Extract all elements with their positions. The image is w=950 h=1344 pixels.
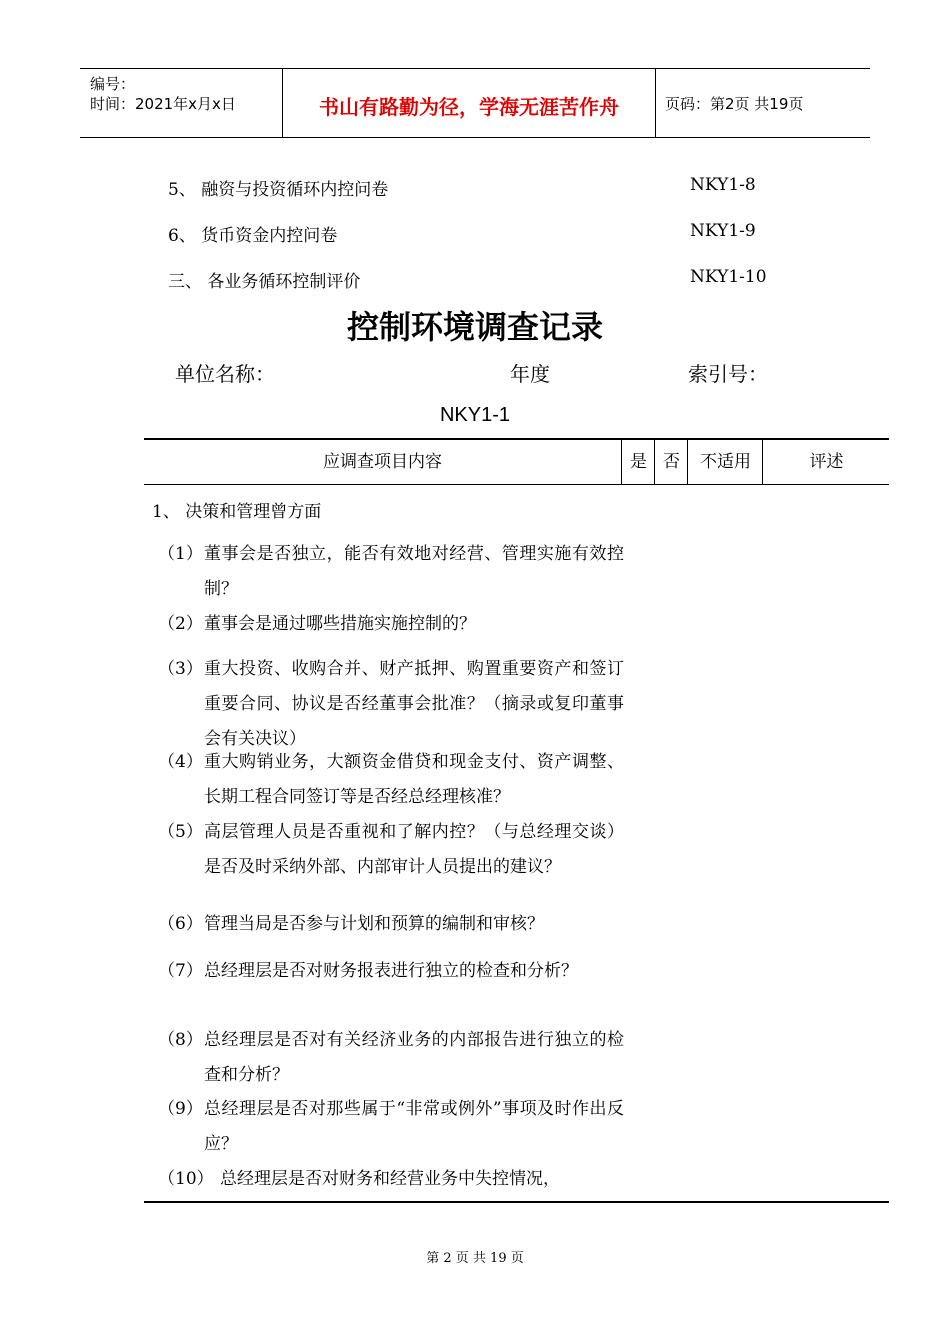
column-header-no: 否 [654, 440, 688, 484]
item-text: 总经理层是否对财务和经营业务中失控情况， [220, 1169, 560, 1189]
toc-item-code: NKY1-9 [690, 221, 756, 241]
item-number: （4） [158, 752, 203, 772]
motto: 书山有路勤为径，学海无涯苦作舟 [319, 95, 619, 119]
item-number: （9） [158, 1099, 203, 1119]
page-info: 页码：第2页 共19页 [665, 95, 804, 113]
column-header-comment: 评述 [762, 440, 890, 484]
page-title: 控制环境调查记录 [346, 308, 603, 346]
column-header-yes: 是 [621, 440, 655, 484]
index-code: NKY1-1 [439, 404, 511, 426]
index-number-label: 索引号： [688, 362, 768, 386]
item-text: 董事会是通过哪些措施实施控制的？ [204, 614, 476, 634]
item-text: 重大购销业务，大额资金借贷和现金支付、资产调整、长期工程合同签订等是否经总经理核准？ [204, 752, 624, 807]
item-text: 高层管理人员是否重视和了解内控？（与总经理交谈）是否及时采纳外部、内部审计人员提出的建议？ [204, 822, 624, 877]
item-text: 总经理层是否对财务报表进行独立的检查和分析？ [204, 961, 578, 981]
toc-item-code: NKY1-10 [690, 267, 767, 287]
header-right-cell [655, 69, 870, 137]
table-bottom-rule [144, 1201, 889, 1203]
toc-item-code: NKY1-8 [690, 175, 756, 195]
item-number: （8） [158, 1030, 203, 1050]
toc-item-label: 三、 各业务循环控制评价 [168, 272, 361, 292]
item-text: 董事会是否独立，能否有效地对经营、管理实施有效控制？ [204, 544, 624, 599]
item-number: （2） [158, 614, 203, 634]
year-label: 年度 [510, 362, 550, 386]
item-text: 重大投资、收购合并、财产抵押、购置重要资产和签订重要合同、协议是否经董事会批准？（摘录或复印董事会有关决议） [204, 659, 624, 749]
number-label: 编号： [90, 75, 136, 93]
table-header [144, 438, 889, 485]
item-number: （10） [158, 1169, 214, 1189]
item-text: 总经理层是否对那些属于“非常或例外”事项及时作出反应？ [204, 1099, 624, 1154]
item-number: （3） [158, 659, 203, 679]
unit-name-label: 单位名称： [175, 362, 275, 386]
item-text: 总经理层是否对有关经济业务的内部报告进行独立的检查和分析？ [204, 1030, 624, 1085]
column-header-content: 应调查项目内容 [323, 452, 442, 472]
item-number: （1） [158, 544, 203, 564]
time-label: 时间：2021年x月x日 [90, 95, 236, 113]
page-header [80, 68, 870, 138]
item-text: 管理当局是否参与计划和预算的编制和审核？ [204, 914, 544, 934]
item-number: （6） [158, 914, 203, 934]
header-motto-cell [282, 69, 656, 137]
toc-item-label: 6、 货币资金内控问卷 [168, 226, 338, 246]
header-left-cell [80, 69, 282, 137]
section-heading: 1、 决策和管理曾方面 [152, 502, 322, 522]
column-header-na: 不适用 [687, 440, 763, 484]
toc-item-label: 5、 融资与投资循环内控问卷 [168, 180, 389, 200]
item-number: （5） [158, 822, 203, 842]
item-number: （7） [158, 961, 203, 981]
page-footer: 第 2 页 共 19 页 [426, 1251, 524, 1266]
